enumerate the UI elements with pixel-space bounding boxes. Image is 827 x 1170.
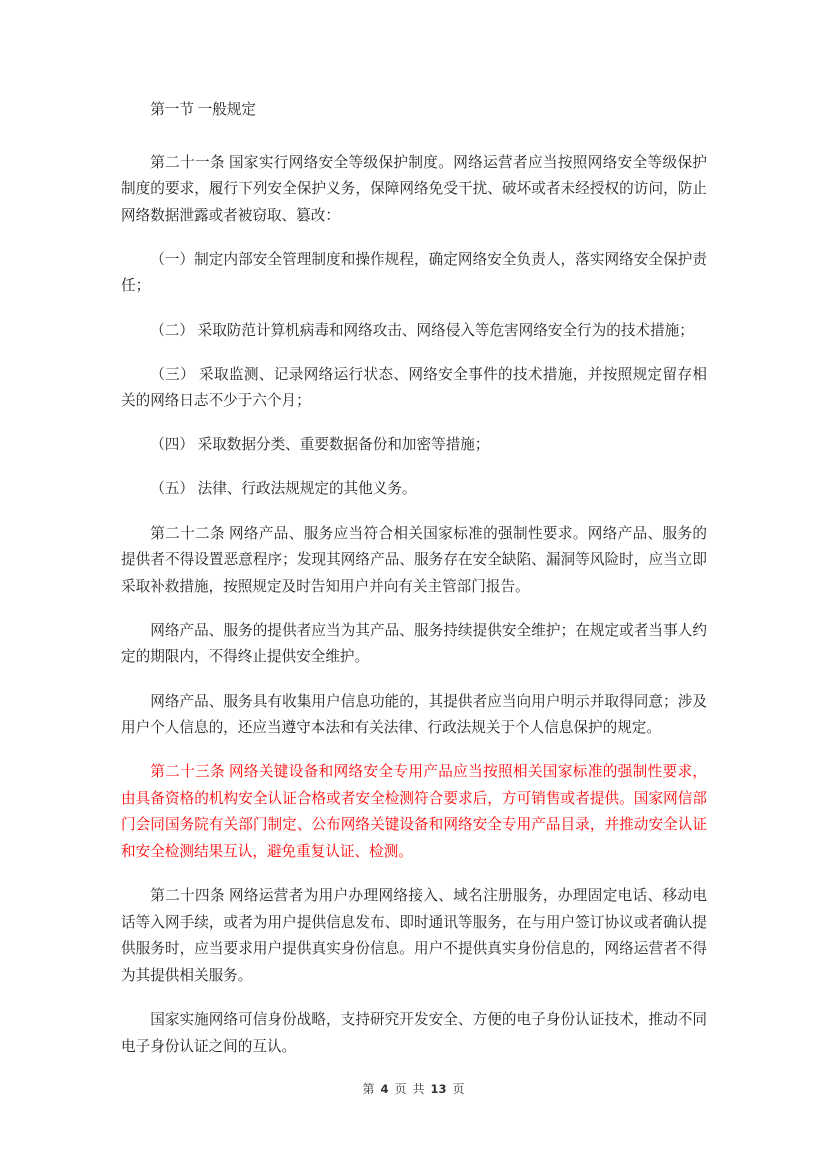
article-22-para-3: 网络产品、服务具有收集用户信息功能的，其提供者应当向用户明示并取得同意；涉及用户个人信息的，还应当遵守本法和有关法律、行政法规关于个人信息保护的规定。: [121, 693, 707, 737]
article-21-item-2: （二） 采取防范计算机病毒和网络攻击、网络侵入等危害网络安全行为的技术措施；: [150, 322, 694, 339]
page-footer: [0, 1080, 827, 1098]
article-22-para-2: 网络产品、服务的提供者应当为其产品、服务持续提供安全维护；在规定或者当事人约定的期限内，不得终止提供安全维护。: [121, 622, 707, 666]
article-24-para-2: 国家实施网络可信身份战略，支持研究开发安全、方便的电子身份认证技术，推动不同电子身份认证之间的互认。: [121, 1011, 707, 1055]
document-body: [121, 97, 707, 1078]
article-23-highlighted: 第二十三条 网络关键设备和网络安全专用产品应当按照相关国家标准的强制性要求，由具备资格的机构安全认证合格或者安全检测符合要求后，方可销售或者提供。国家网信部门会同国务院有关部门制定、公布网络关键设备和网络安全专用产品目录，并推动安全认证和安全检测结果互认，避免重复认证、检测。: [121, 764, 707, 860]
footer-total-label: 共: [412, 1082, 425, 1096]
footer-pages-label: 页: [394, 1082, 407, 1096]
article-21-item-5: （五） 法律、行政法规规定的其他义务。: [150, 481, 417, 498]
footer-prefix-label: 第: [362, 1082, 375, 1096]
footer-page-number: 4: [380, 1082, 389, 1096]
article-21-item-4: （四） 采取数据分类、重要数据备份和加密等措施；: [150, 437, 490, 454]
article-21-item-1: （一）制定内部安全管理制度和操作规程，确定网络安全负责人，落实网络安全保护责任；: [121, 251, 707, 295]
footer-total-pages: 13: [430, 1082, 447, 1096]
section-title: 第一节 一般规定: [150, 102, 256, 118]
article-24: 第二十四条 网络运营者为用户办理网络接入、域名注册服务，办理固定电话、移动电话等入网手续，或者为用户提供信息发布、即时通讯等服务，在与用户签订协议或者确认提供服务时，应当要求用户提供真实身份信息。用户不提供真实身份信息的，网络运营者不得为其提供相关服务。: [121, 888, 707, 984]
footer-suffix-label: 页: [452, 1082, 465, 1096]
article-22: 第二十二条 网络产品、服务应当符合相关国家标准的强制性要求。网络产品、服务的提供者不得设置恶意程序；发现其网络产品、服务存在安全缺陷、漏洞等风险时，应当立即采取补救措施，按照规定及时告知用户并向有关主管部门报告。: [121, 525, 707, 595]
article-21: 第二十一条 国家实行网络安全等级保护制度。网络运营者应当按照网络安全等级保护制度的要求，履行下列安全保护义务，保障网络免受干扰、破坏或者未经授权的访问，防止网络数据泄露或者被窃取、篡改：: [121, 154, 707, 224]
article-21-item-3: （三） 采取监测、记录网络运行状态、网络安全事件的技术措施，并按照规定留存相关的网络日志不少于六个月；: [121, 366, 707, 410]
